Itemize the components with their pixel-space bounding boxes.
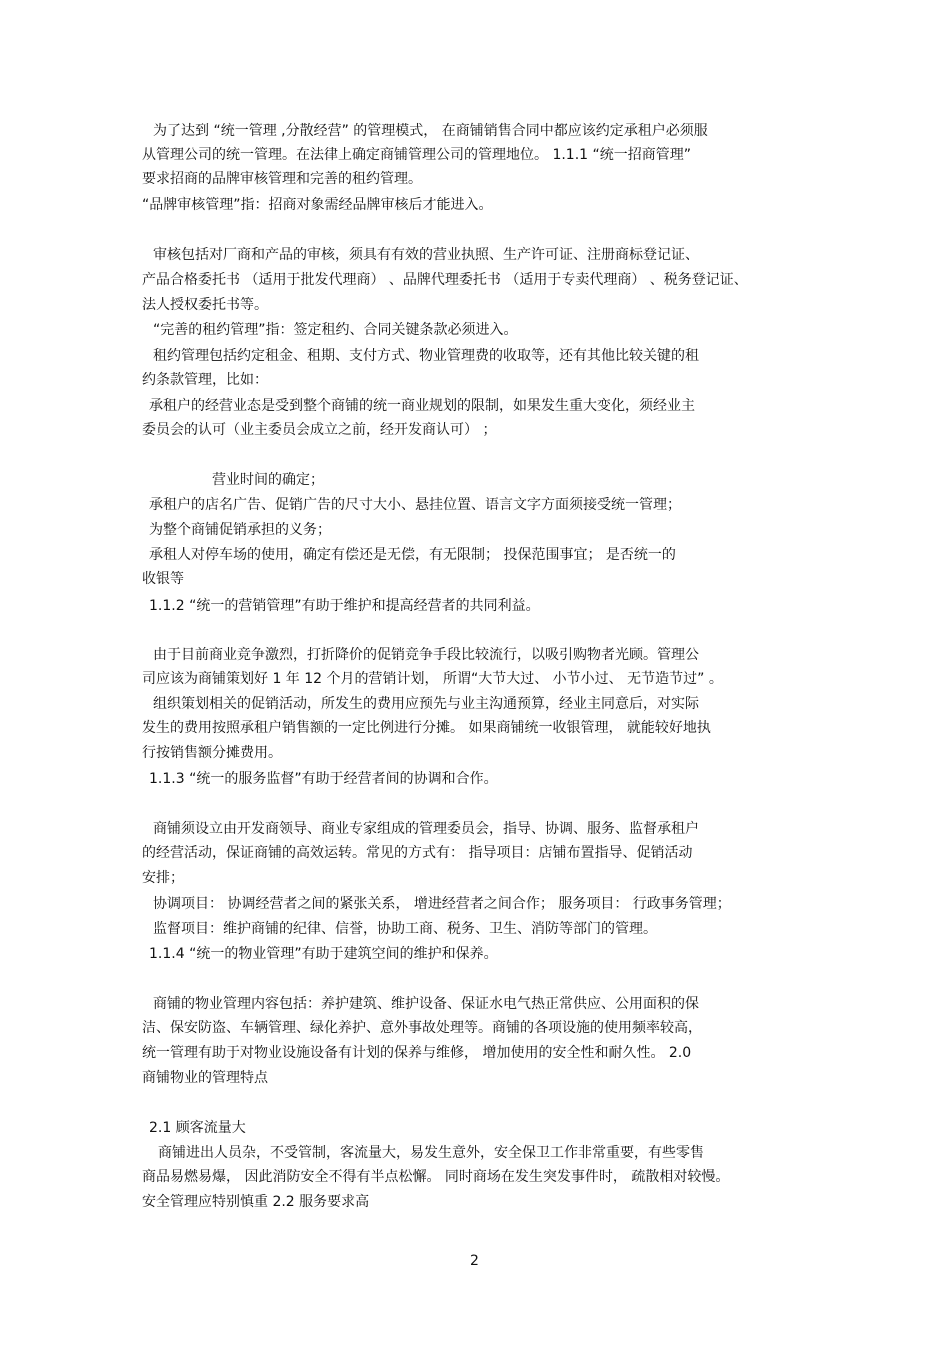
text-line: 承租人对停车场的使用，确定有偿还是无偿，有无限制； 投保范围事宜； 是否统一的	[149, 547, 676, 563]
text-line: 统一管理有助于对物业设施设备有计划的保养与维修， 增加使用的安全性和耐久性。 2.0	[142, 1045, 692, 1061]
text-line: 商铺须设立由开发商领导、商业专家组成的管理委员会，指导、协调、服务、监督承租户	[153, 821, 699, 837]
text-line: 要求招商的品牌审核管理和完善的租约管理。	[142, 171, 422, 187]
text-line: 监督项目：维护商铺的纪律、信誉，协助工商、税务、卫生、消防等部门的管理。	[153, 921, 657, 937]
page-number: 2	[470, 1253, 479, 1269]
text-line: 从管理公司的统一管理。在法律上确定商铺管理公司的管理地位。 1.1.1 “统一招商管理”	[142, 147, 692, 163]
text-line: 组织策划相关的促销活动，所发生的费用应预先与业主沟通预算，经业主同意后，对实际	[153, 696, 699, 712]
text-line: 法人授权委托书等。	[142, 297, 268, 313]
text-line: 审核包括对厂商和产品的审核，须具有有效的营业执照、生产许可证、注册商标登记证、	[153, 247, 699, 263]
text-line: 协调项目： 协调经营者之间的紧张关系， 增进经营者之间合作； 服务项目： 行政事务管理；	[153, 896, 731, 912]
text-line: 产品合格委托书 （适用于批发代理商） 、品牌代理委托书 （适用于专卖代理商） 、税务登记证、	[142, 272, 748, 288]
text-line: 委员会的认可（业主委员会成立之前，经开发商认可） ；	[142, 422, 497, 438]
text-line: 营业时间的确定；	[212, 472, 324, 488]
section-heading: 1.1.4 “统一的物业管理”有助于建筑空间的维护和保养。	[149, 946, 498, 962]
text-line: 洁、保安防盗、车辆管理、绿化养护、意外事故处理等。商铺的各项设施的使用频率较高，	[142, 1020, 702, 1036]
text-line: 安全管理应特别慎重 2.2 服务要求高	[142, 1194, 370, 1210]
text-line: 为整个商铺促销承担的义务；	[149, 522, 331, 538]
section-heading: 1.1.3 “统一的服务监督”有助于经营者间的协调和合作。	[149, 771, 498, 787]
section-heading: 2.1 顾客流量大	[149, 1120, 246, 1136]
text-line: 的经营活动，保证商铺的高效运转。常见的方式有： 指导项目：店铺布置指导、促销活动	[142, 845, 693, 861]
text-line: 为了达到 “统一管理 ,分散经营” 的管理模式， 在商铺销售合同中都应该约定承租户必须服	[153, 123, 708, 139]
section-heading: 商铺物业的管理特点	[142, 1070, 268, 1086]
text-line: 承租户的店名广告、促销广告的尺寸大小、悬挂位置、语言文字方面须接受统一管理；	[149, 497, 681, 513]
text-line: 约条款管理，比如：	[142, 372, 268, 388]
text-line: 商铺的物业管理内容包括：养护建筑、维护设备、保证水电气热正常供应、公用面积的保	[153, 996, 699, 1012]
text-line: 承租户的经营业态是受到整个商铺的统一商业规划的限制，如果发生重大变化，须经业主	[149, 398, 695, 414]
section-heading: 1.1.2 “统一的营销管理”有助于维护和提高经营者的共同利益。	[149, 598, 540, 614]
text-line: 商品易燃易爆， 因此消防安全不得有半点松懈。 同时商场在发生突发事件时， 疏散相对较慢。	[142, 1169, 730, 1185]
text-line: 收银等	[142, 571, 184, 587]
text-line: 商铺进出人员杂，不受管制，客流量大，易发生意外，安全保卫工作非常重要，有些零售	[158, 1145, 704, 1161]
text-line: 发生的费用按照承租户销售额的一定比例进行分摊。 如果商铺统一收银管理， 就能较好地执	[142, 720, 711, 736]
text-line: 行按销售额分摊费用。	[142, 745, 282, 761]
text-line: “完善的租约管理”指：签定租约、合同关键条款必须进入。	[153, 322, 518, 338]
text-line: 司应该为商铺策划好 1 年 12 个月的营销计划， 所谓“大节大过、 小节小过、 无节造节过” 。	[142, 671, 723, 687]
text-line: “品牌审核管理”指：招商对象需经品牌审核后才能进入。	[142, 197, 493, 213]
text-line: 租约管理包括约定租金、租期、支付方式、物业管理费的收取等，还有其他比较关键的租	[153, 348, 699, 364]
text-line: 安排；	[142, 870, 184, 886]
text-line: 由于目前商业竞争激烈，打折降价的促销竞争手段比较流行，以吸引购物者光顾。管理公	[153, 647, 699, 663]
